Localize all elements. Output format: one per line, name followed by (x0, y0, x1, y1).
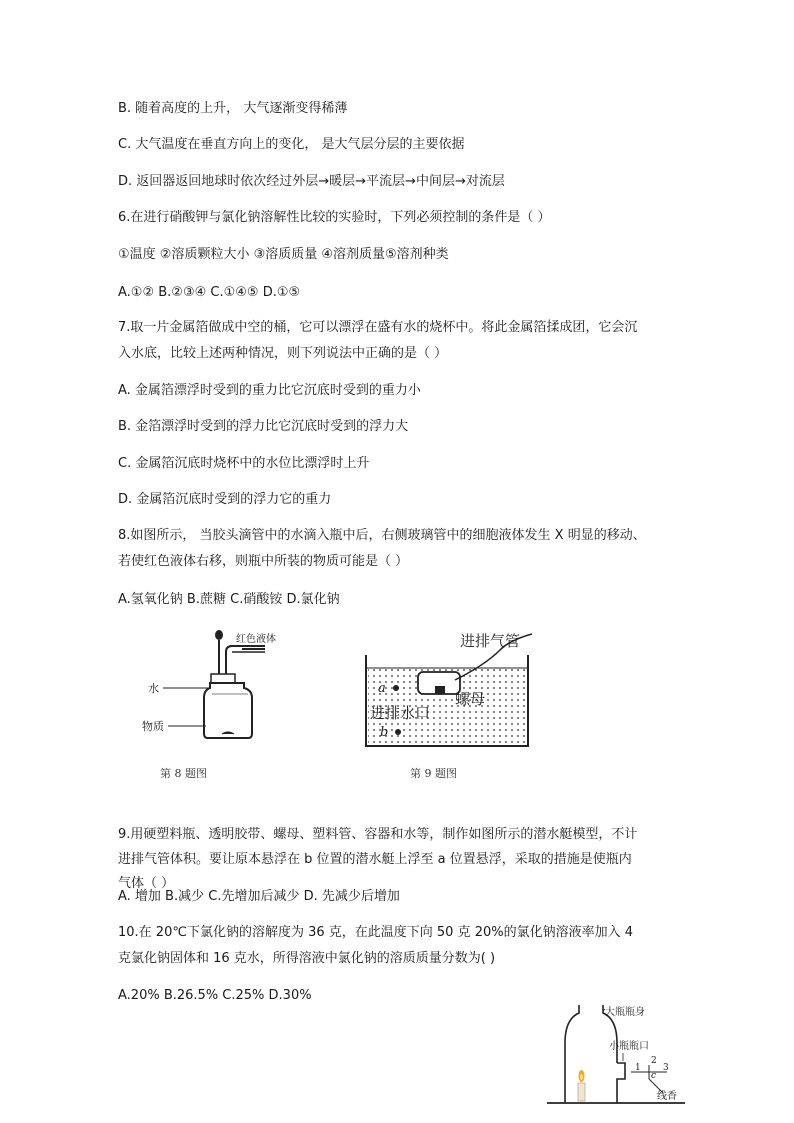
option-5b: B. 随着高度的上升， 大气逐渐变得稀薄 (118, 101, 348, 116)
figure-9-label-port: 进排水口 (370, 704, 431, 722)
question-7-line-2: 入水底，比较上述两种情况，则下列说法中正确的是（ ） (118, 346, 448, 361)
figure-8-label-substance: 物质 (142, 720, 164, 733)
figure-10-bottle-incense-diagram (545, 1003, 695, 1113)
figure-9-label-tube: 进排气管 (460, 632, 521, 650)
figure-10-label-small-mouth: 小瓶瓶口 (609, 1041, 649, 1052)
question-8-line-1: 8.如图所示， 当胶头滴管中的水滴入瓶中后，右侧玻璃管中的细胞液体发生 X 明显的移动、 (118, 528, 646, 543)
figure-10-label-incense: 线香 (657, 1091, 677, 1102)
question-6-options: A.①② B.②③④ C.①④⑤ D.①⑤ (118, 285, 301, 300)
figure-9-label-b: b (380, 725, 389, 740)
question-9-options: A. 增加 B.减少 C.先增加后减少 D. 先减少后增加 (118, 889, 400, 904)
question-9-line-3: 气体（ ） (118, 876, 175, 891)
question-10-line-1: 10.在 20℃下氯化钠的溶解度为 36 克，在此温度下向 50 克 20%的氯化钠溶液率加入 4 (118, 925, 633, 940)
question-9-line-1: 9.用硬塑料瓶、透明胶带、螺母、塑料管、容器和水等，制作如图所示的潜水艇模型，不计 (118, 827, 638, 842)
question-9-line-2: 进排气管体积。要让原本悬浮在 b 位置的潜水艇上浮至 a 位置悬浮，采取的措施是使瓶内 (118, 852, 632, 867)
figure-10-label-c: c (651, 1071, 657, 1081)
figure-10-label-3: 3 (663, 1063, 669, 1073)
figure-9-label-nut: 螺母 (455, 690, 486, 708)
question-7-line-1: 7.取一片金属箔做成中空的桶，它可以漂浮在盛有水的烧杯中。将此金属箔揉成团，它会沉 (118, 320, 638, 335)
figure-9-caption: 第 9 题图 (410, 767, 457, 780)
question-6-conditions: ①温度 ②溶质颗粒大小 ③溶质质量 ④溶剂质量⑤溶剂种类 (118, 247, 449, 262)
figure-10-label-big-body: 大瓶瓶身 (605, 1007, 645, 1018)
figure-10-label-2: 2 (651, 1056, 657, 1066)
figure-10-label-1: 1 (635, 1063, 641, 1073)
figure-8-caption: 第 8 题图 (160, 767, 207, 780)
figure-9-label-a: a (378, 681, 386, 696)
option-5d: D. 返回器返回地球时依次经过外层→暖层→平流层→中间层→对流层 (118, 174, 505, 189)
question-10-options: A.20% B.26.5% C.25% D.30% (118, 988, 312, 1003)
figure-8-bottle-diagram (130, 622, 290, 752)
question-10-line-2: 克氯化钠固体和 16 克水，所得溶液中氯化钠的溶质质量分数为( ) (118, 951, 496, 966)
question-6: 6.在进行硝酸钾与氯化钠溶解性比较的实验时，下列必须控制的条件是（ ） (118, 210, 551, 225)
option-7a: A. 金属箔漂浮时受到的重力比它沉底时受到的重力小 (118, 383, 421, 398)
option-5c: C. 大气温度在垂直方向上的变化， 是大气层分层的主要依据 (118, 137, 465, 152)
option-7c: C. 金属箔沉底时烧杯中的水位比漂浮时上升 (118, 456, 370, 471)
question-8-line-2: 若使红色液体右移，则瓶中所装的物质可能是（ ） (118, 554, 409, 569)
figure-8-label-water: 水 (148, 682, 159, 695)
figure-8-label-red-liquid: 红色液体 (236, 634, 276, 645)
question-8-options: A.氢氧化钠 B.蔗糖 C.硝酸铵 D.氯化钠 (118, 592, 340, 607)
figure-9-submarine-diagram (360, 620, 540, 750)
option-7b: B. 金箔漂浮时受到的浮力比它沉底时受到的浮力大 (118, 419, 409, 434)
option-7d: D. 金属箔沉底时受到的浮力它的重力 (118, 492, 332, 507)
